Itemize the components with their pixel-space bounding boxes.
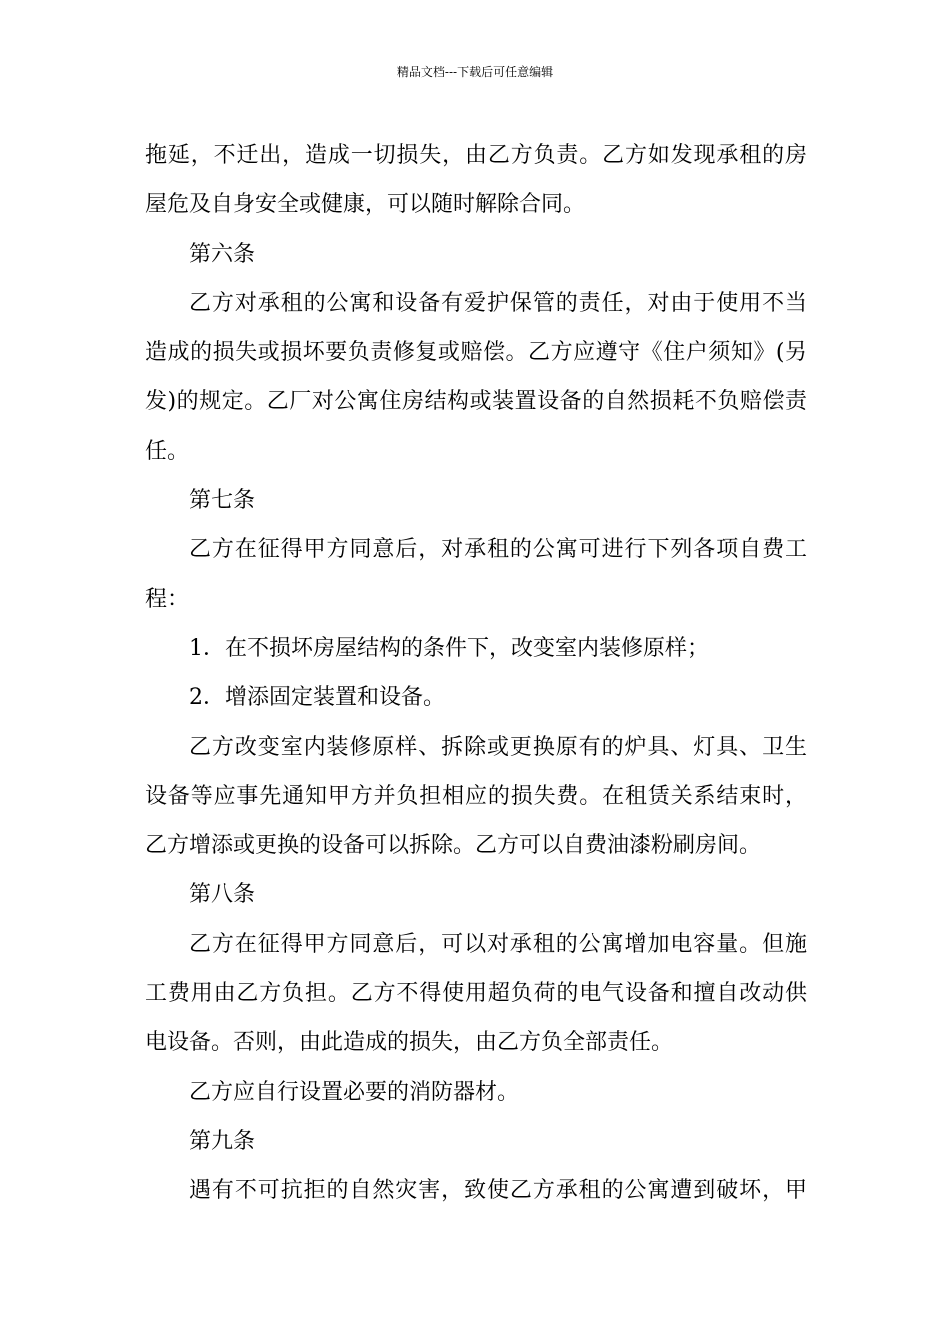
paragraph-line: 设备等应事先通知甲方并负担相应的损失费。在租赁关系结束时， [145,783,807,809]
paragraph-line: 造成的损失或损坏要负责修复或赔偿。乙方应遵守《住户须知》(另 [145,340,807,366]
paragraph-line: 乙方应自行设置必要的消防器材。 [189,1079,520,1105]
document-body [145,131,807,1216]
paragraph-line: 拖延，不迁出，造成一切损失，由乙方负责。乙方如发现承租的房 [145,143,807,168]
page-header: 精品文档---下载后可任意编辑 [396,65,554,79]
paragraph-line: 电设备。否则，由此造成的损失，由乙方负全部责任。 [145,1030,674,1056]
paragraph-line: 工费用由乙方负担。乙方不得使用超负荷的电气设备和擅自改动供 [145,981,807,1007]
paragraph-line: 遇有不可抗拒的自然灾害，致使乙方承租的公寓遭到破坏，甲 [189,1178,807,1204]
paragraph-line: 屋危及自身安全或健康，可以随时解除合同。 [145,192,586,218]
article-heading: 第九条 [189,1128,256,1154]
paragraph-line: 乙方在征得甲方同意后，可以对承租的公寓增加电容量。但施 [189,931,807,957]
list-item: 1．在不损坏房屋结构的条件下，改变室内装修原样； [189,635,709,661]
paragraph-line: 发)的规定。乙厂对公寓住房结构或装置设备的自然损耗不负赔偿责 [145,389,807,415]
paragraph-line: 乙方在征得甲方同意后，对承租的公寓可进行下列各项自费工 [189,537,807,563]
article-heading: 第八条 [189,882,256,908]
article-heading: 第六条 [189,241,256,267]
list-item: 2．增添固定装置和设备。 [189,685,445,711]
paragraph-line: 乙方对承租的公寓和设备有爱护保管的责任，对由于使用不当 [189,290,807,316]
paragraph-line: 任。 [145,438,190,464]
article-heading: 第七条 [189,488,256,514]
paragraph-line: 乙方改变室内装修原样、拆除或更换原有的炉具、灯具、卫生 [189,734,807,760]
paragraph-line: 程： [145,586,190,612]
paragraph-line: 乙方增添或更换的设备可以拆除。乙方可以自费油漆粉刷房间。 [145,833,762,859]
